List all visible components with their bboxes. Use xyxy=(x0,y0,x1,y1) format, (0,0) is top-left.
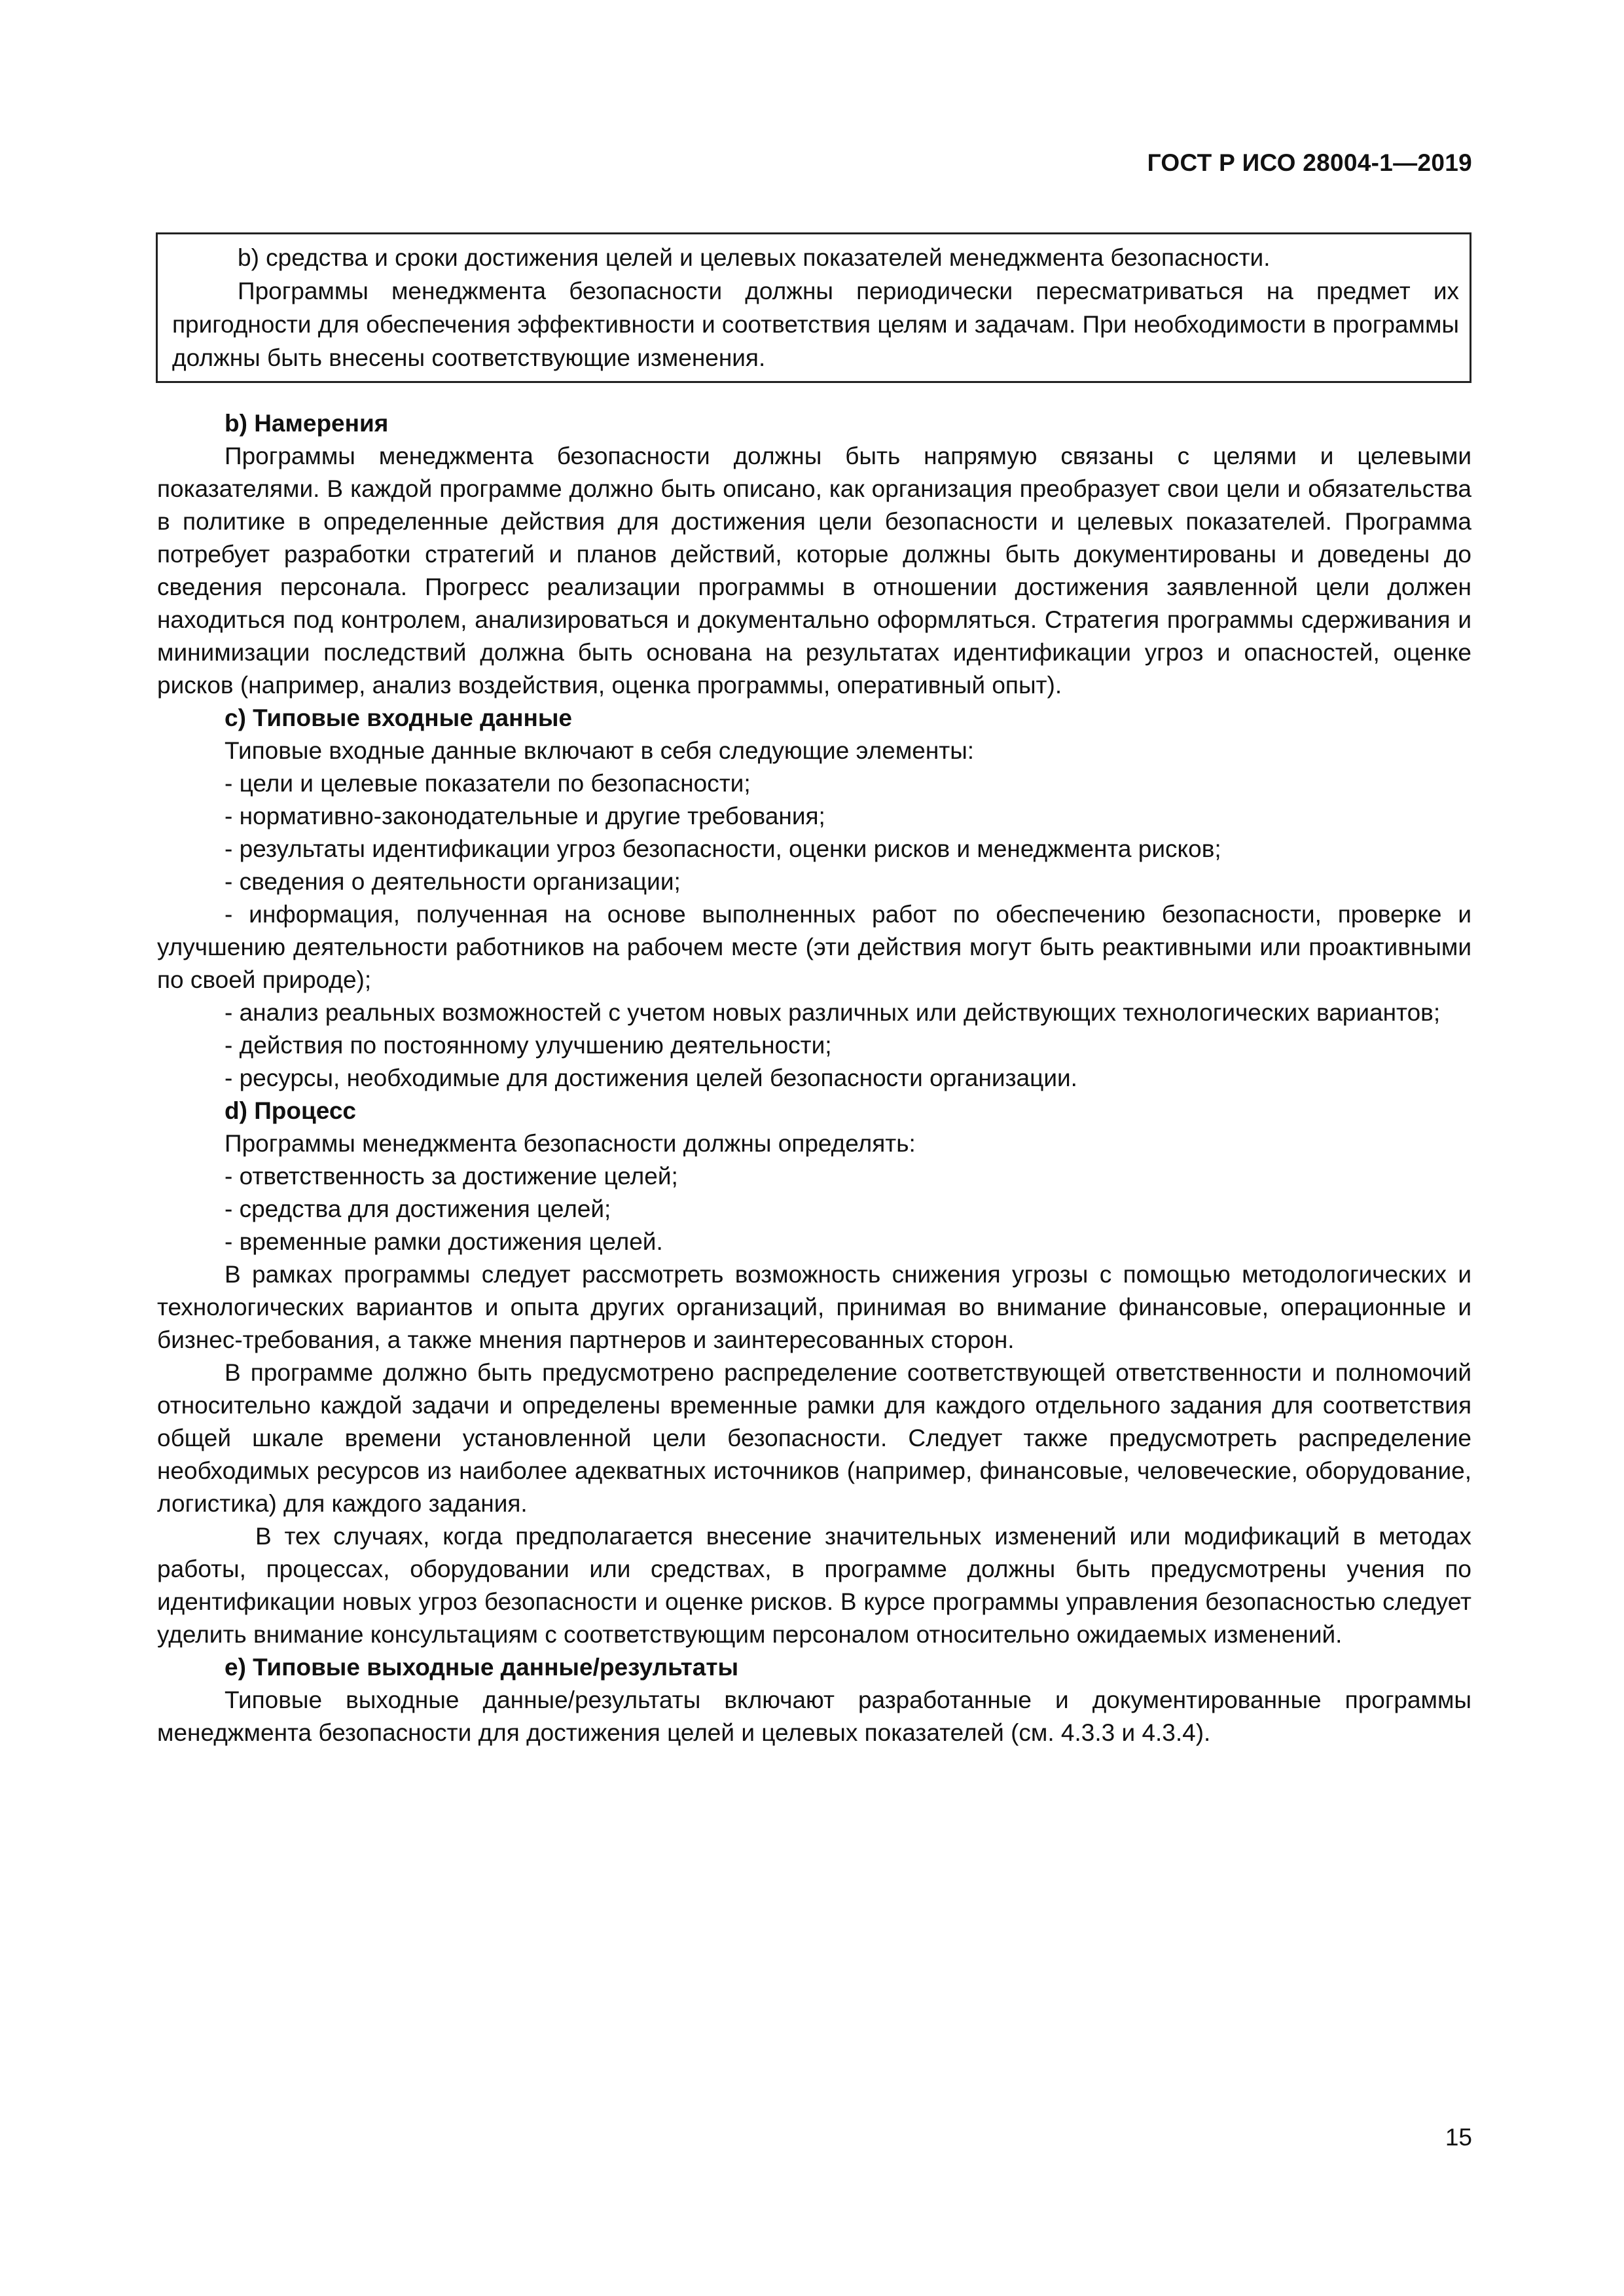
list-item: - информация, полученная на основе выполненных работ по обеспечению безопасности, проверке и улучшению деятельности работников на рабочем месте (эти действия могут быть реактивными или проактивными по своей природе); xyxy=(157,901,1471,993)
section-d-paragraph-2: В программе должно быть предусмотрено распределение соответствующей ответственности и полномочий относительно каждой задачи и определены временные рамки для каждого отдельного задания для соответствия общей шкале времени установленной цели безопасности. Следует также предусмотреть распределение необходимых ресурсов из наиболее адекватных источников (например, финансовые, человеческие, оборудование, логистика) для каждого задания. xyxy=(157,1359,1471,1517)
boxed-line-1: b) средства и сроки достижения целей и целевых показателей менеджмента безопасности. xyxy=(238,244,1271,271)
section-d-intro: Программы менеджмента безопасности должны определять: xyxy=(225,1130,916,1157)
list-item: - цели и целевые показатели по безопасности; xyxy=(225,770,751,797)
section-d-paragraph-1: В рамках программы следует рассмотреть возможность снижения угрозы с помощью методологических и технологических вариантов и опыта других организаций, принимая во внимание финансовые, операционные и бизнес-требования, а также мнения партнеров и заинтересованных сторон. xyxy=(157,1261,1471,1353)
page-number: 15 xyxy=(1445,2124,1472,2151)
list-item: - результаты идентификации угроз безопасности, оценки рисков и менеджмента рисков; xyxy=(225,835,1221,862)
list-item: - действия по постоянному улучшению деятельности; xyxy=(225,1032,832,1059)
section-d-paragraph-3: В тех случаях, когда предполагается внесение значительных изменений или модификаций в методах работы, процессах, оборудовании или средствах, в программе должны быть предусмотрены учения по идентификации новых угроз безопасности и оценке рисков. В курсе программы управления безопасностью следует уделить внимание консультациям с соответствующим персоналом относительно ожидаемых изменений. xyxy=(157,1523,1471,1648)
list-item: - временные рамки достижения целей. xyxy=(225,1228,663,1255)
boxed-excerpt xyxy=(156,232,1471,383)
main-content xyxy=(157,407,1471,1749)
document-header-code: ГОСТ Р ИСО 28004-1—2019 xyxy=(1147,149,1472,176)
list-item: - ресурсы, необходимые для достижения целей безопасности организации. xyxy=(225,1065,1077,1091)
section-e-paragraph: Типовые выходные данные/результаты включают разработанные и документированные программы менеджмента безопасности для достижения целей и целевых показателей (см. 4.3.3 и 4.3.4). xyxy=(157,1686,1471,1746)
list-item: - сведения о деятельности организации; xyxy=(225,868,681,895)
boxed-line-2: Программы менеджмента безопасности должны периодически пересматриваться на предмет их пригодности для обеспечения эффективности и соответствия целям и задачам. При необходимости в программы должны быть внесены соответствующие изменения. xyxy=(172,278,1459,371)
list-item: - средства для достижения целей; xyxy=(225,1195,611,1222)
section-b-heading: b) Намерения xyxy=(225,410,389,437)
list-item: - нормативно-законодательные и другие требования; xyxy=(225,803,825,829)
section-e-heading: e) Типовые выходные данные/результаты xyxy=(225,1654,739,1681)
section-c-intro: Типовые входные данные включают в себя следующие элементы: xyxy=(225,737,975,764)
section-b-paragraph: Программы менеджмента безопасности должны быть напрямую связаны с целями и целевыми показателями. В каждой программе должно быть описано, как организация преобразует свои цели и обязательства в политике в определенные действия для достижения цели безопасности и целевых показателей. Программа потребует разработки стратегий и планов действий, которые должны быть документированы и доведены до сведения персонала. Прогресс реализации программы в отношении достижения заявленной цели должен находиться под контролем, анализироваться и документально оформляться. Стратегия программы сдерживания и минимизации последствий должна быть основана на результатах идентификации угроз и опасностей, оценке рисков (например, анализ воздействия, оценка программы, оперативный опыт). xyxy=(157,443,1471,699)
list-item: - ответственность за достижение целей; xyxy=(225,1163,678,1190)
section-c-heading: c) Типовые входные данные xyxy=(225,704,573,731)
list-item: - анализ реальных возможностей с учетом новых различных или действующих технологических вариантов; xyxy=(225,999,1441,1026)
section-d-heading: d) Процесс xyxy=(225,1097,356,1124)
